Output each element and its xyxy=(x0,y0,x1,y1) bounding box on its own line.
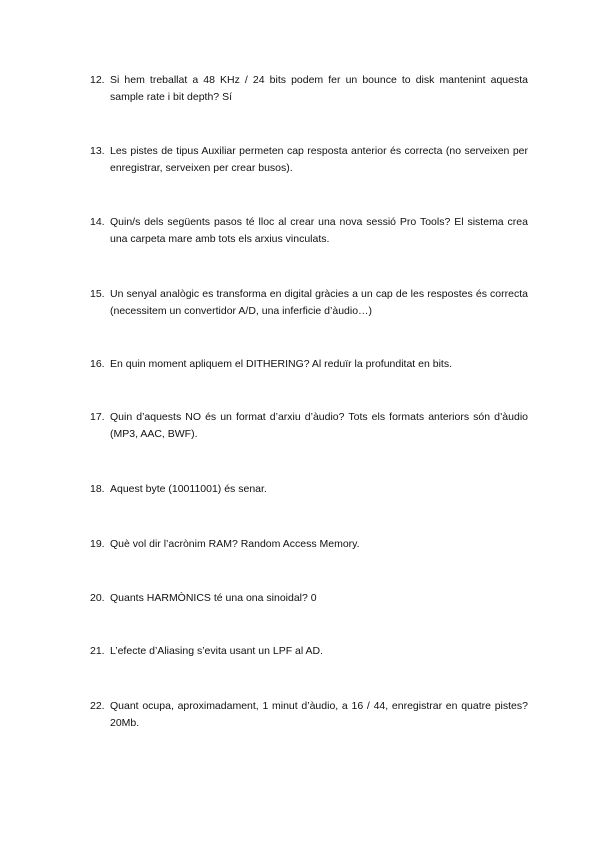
question-19 xyxy=(90,536,528,553)
question-text: Quin/s dels següents pasos té lloc al crear una nova sessió Pro Tools? El sistema crea una carpeta mare amb tots els arxius vinculats. xyxy=(110,216,528,245)
question-14 xyxy=(90,214,528,248)
question-text: Quant ocupa, aproximadament, 1 minut d’àudio, a 16 / 44, enregistrar en quatre pistes? 20Mb. xyxy=(110,700,528,729)
question-20 xyxy=(90,590,528,607)
question-number: 20. xyxy=(90,592,105,604)
question-number: 17. xyxy=(90,411,105,423)
question-number: 22. xyxy=(90,700,105,712)
question-number: 18. xyxy=(90,483,105,495)
question-18 xyxy=(90,481,528,498)
question-number: 15. xyxy=(90,288,105,300)
question-text: Què vol dir l’acrònim RAM? Random Access Memory. xyxy=(110,538,360,550)
question-17 xyxy=(90,409,528,443)
question-15 xyxy=(90,286,528,320)
question-text: Les pistes de tipus Auxiliar permeten cap resposta anterior és correcta (no serveixen per enregistrar, serveixen per crear busos). xyxy=(110,145,528,174)
question-text: Quants HARMÒNICS té una ona sinoidal? 0 xyxy=(110,592,317,604)
question-text: En quin moment apliquem el DITHERING? Al reduïr la profunditat en bits. xyxy=(110,358,452,370)
question-text: Si hem treballat a 48 KHz / 24 bits podem fer un bounce to disk mantenint aquesta sample rate i bit depth? Sí xyxy=(110,74,528,103)
question-text: Aquest byte (10011001) és senar. xyxy=(110,483,267,495)
question-number: 21. xyxy=(90,645,105,657)
question-text: L’efecte d’Aliasing s’evita usant un LPF al AD. xyxy=(110,645,324,657)
question-text: Quin d’aquests NO és un format d’arxiu d’àudio? Tots els formats anteriors són d’àudio (MP3, AAC, BWF). xyxy=(110,411,528,440)
question-13 xyxy=(90,143,528,177)
question-number: 14. xyxy=(90,216,105,228)
question-12 xyxy=(90,72,528,106)
question-number: 13. xyxy=(90,145,105,157)
question-number: 16. xyxy=(90,358,105,370)
question-number: 19. xyxy=(90,538,105,550)
question-21 xyxy=(90,643,528,660)
question-text: Un senyal analògic es transforma en digital gràcies a un cap de les respostes és correcta (necessitem un convertidor A/D, una inferficie d’àudio…) xyxy=(110,288,528,317)
question-number: 12. xyxy=(90,74,105,86)
question-16 xyxy=(90,356,528,373)
question-22 xyxy=(90,698,528,732)
